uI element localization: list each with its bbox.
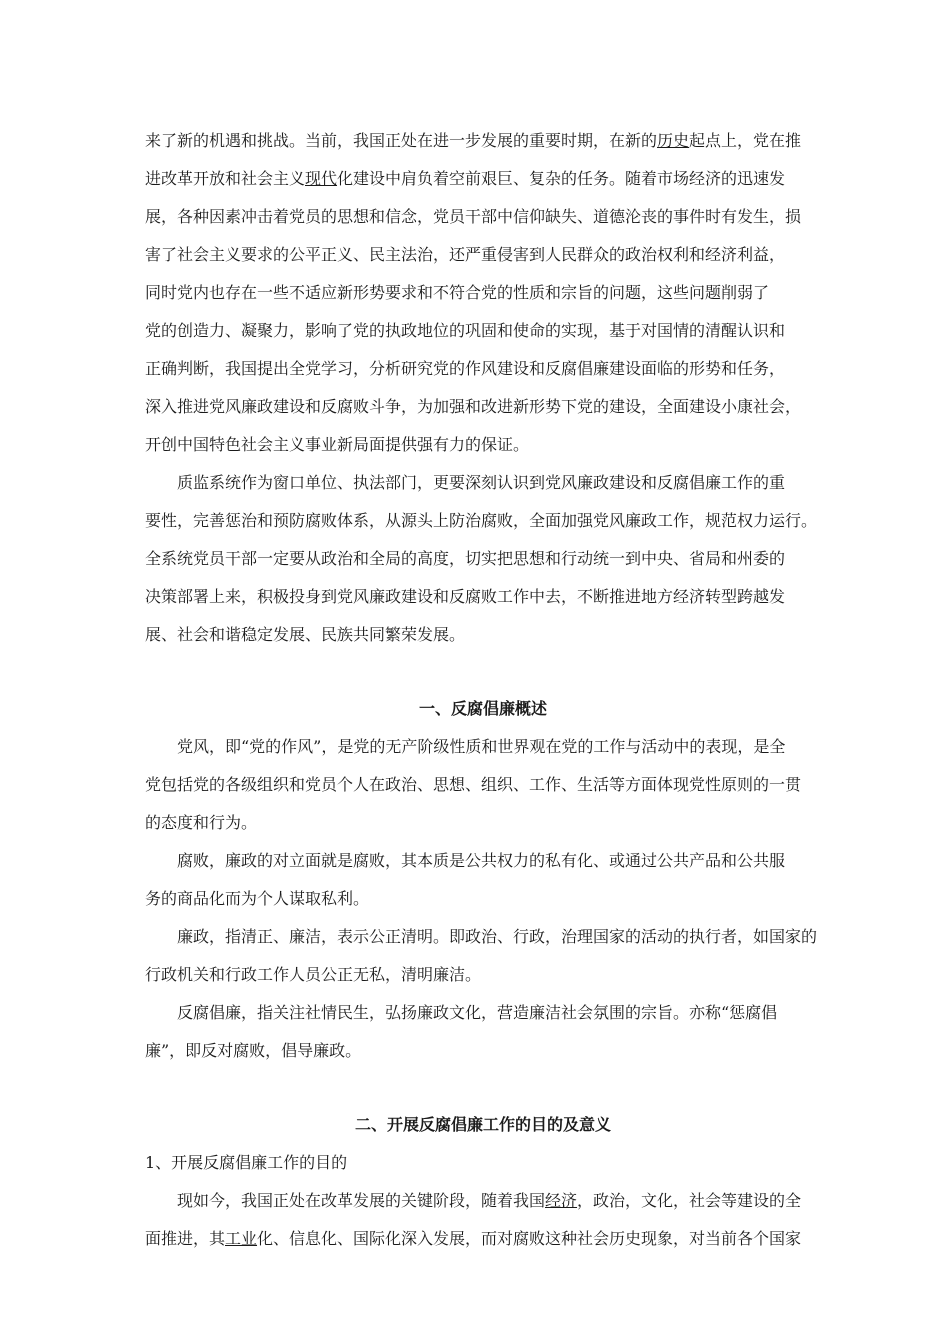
paragraph-line: 正确判断，我国提出全党学习，分析研究党的作风建设和反腐倡廉建设面临的形势和任务， <box>145 359 786 378</box>
paragraph-line <box>145 1220 821 1258</box>
paragraph-line: 党风，即“党的作风”，是党的无产阶级性质和世界观在党的工作与活动中的表现，是全 <box>177 737 786 756</box>
text-span: 化、信息化、国际化深入发展，而对腐败这种社会历史现象，对当前各个国家 <box>257 1229 802 1248</box>
paragraph-line: 害了社会主义要求的公平正义、民主法治，还严重侵害到人民群众的政治权利和经济利益， <box>145 245 786 264</box>
paragraph-line: 要性，完善惩治和预防腐败体系，从源头上防治腐败，全面加强党风廉政工作，规范权力运行。 <box>145 511 818 530</box>
link-economy[interactable]: 经济 <box>545 1191 578 1210</box>
paragraph-line: 同时党内也存在一些不适应新形势要求和不符合党的性质和宗旨的问题，这些问题削弱了 <box>145 283 770 302</box>
text-span: 起点上，党在推 <box>689 131 802 150</box>
subheading: 1、开展反腐倡廉工作的目的 <box>145 1153 348 1172</box>
paragraph-line: 反腐倡廉，指关注社情民生，弘扬廉政文化，营造廉洁社会氛围的宗旨。亦称“惩腐倡 <box>177 1003 778 1022</box>
paragraph-line: 质监系统作为窗口单位、执法部门，更要深刻认识到党风廉政建设和反腐倡廉工作的重 <box>177 473 786 492</box>
text-span: 现如今，我国正处在改革发展的关键阶段，随着我国 <box>177 1191 546 1210</box>
paragraph-line: 党的创造力、凝聚力，影响了党的执政地位的巩固和使命的实现，基于对国情的清醒认识和 <box>145 321 786 340</box>
text-span: 进改革开放和社会主义 <box>145 169 306 188</box>
text-span: ，政治，文化，社会等建设的全 <box>577 1191 802 1210</box>
paragraph-line: 党包括党的各级组织和党员个人在政治、思想、组织、工作、生活等方面体现党性原则的一贯 <box>145 775 802 794</box>
link-history[interactable]: 历史 <box>657 131 690 150</box>
paragraph-line: 行政机关和行政工作人员公正无私，清明廉洁。 <box>145 965 482 984</box>
paragraph-line: 全系统党员干部一定要从政治和全局的高度，切实把思想和行动统一到中央、省局和州委的 <box>145 549 786 568</box>
paragraph-line <box>145 1182 821 1220</box>
text-span: 面推进，其 <box>145 1229 226 1248</box>
document-body <box>145 122 821 1258</box>
section-heading-1: 一、反腐倡廉概述 <box>418 699 547 718</box>
text-span: 化建设中肩负着空前艰巨、复杂的任务。随着市场经济的迅速发 <box>337 169 786 188</box>
paragraph-line: 深入推进党风廉政建设和反腐败斗争，为加强和改进新形势下党的建设，全面建设小康社会， <box>145 397 802 416</box>
paragraph-line <box>145 160 821 198</box>
paragraph-line <box>145 122 821 160</box>
link-modern[interactable]: 现代 <box>305 169 338 188</box>
paragraph-line: 廉政，指清正、廉洁，表示公正清明。即政治、行政，治理国家的活动的执行者，如国家的 <box>177 927 818 946</box>
link-industry[interactable]: 工业 <box>225 1229 258 1248</box>
paragraph-line: 廉”，即反对腐败，倡导廉政。 <box>145 1041 362 1060</box>
paragraph-line: 决策部署上来，积极投身到党风廉政建设和反腐败工作中去，不断推进地方经济转型跨越发 <box>145 587 786 606</box>
paragraph-line: 务的商品化而为个人谋取私利。 <box>145 889 370 908</box>
spacer <box>145 654 821 690</box>
paragraph-line: 的态度和行为。 <box>145 813 258 832</box>
paragraph-line: 开创中国特色社会主义事业新局面提供强有力的保证。 <box>145 435 530 454</box>
paragraph-line: 展、社会和谐稳定发展、民族共同繁荣发展。 <box>145 625 466 644</box>
paragraph-line: 展，各种因素冲击着党员的思想和信念，党员干部中信仰缺失、道德沦丧的事件时有发生，损 <box>145 207 802 226</box>
section-heading-2: 二、开展反腐倡廉工作的目的及意义 <box>354 1115 611 1134</box>
text-span: 来了新的机遇和挑战。当前，我国正处在进一步发展的重要时期，在新的 <box>145 131 658 150</box>
spacer <box>145 1070 821 1106</box>
paragraph-line: 腐败，廉政的对立面就是腐败，其本质是公共权力的私有化、或通过公共产品和公共服 <box>177 851 786 870</box>
